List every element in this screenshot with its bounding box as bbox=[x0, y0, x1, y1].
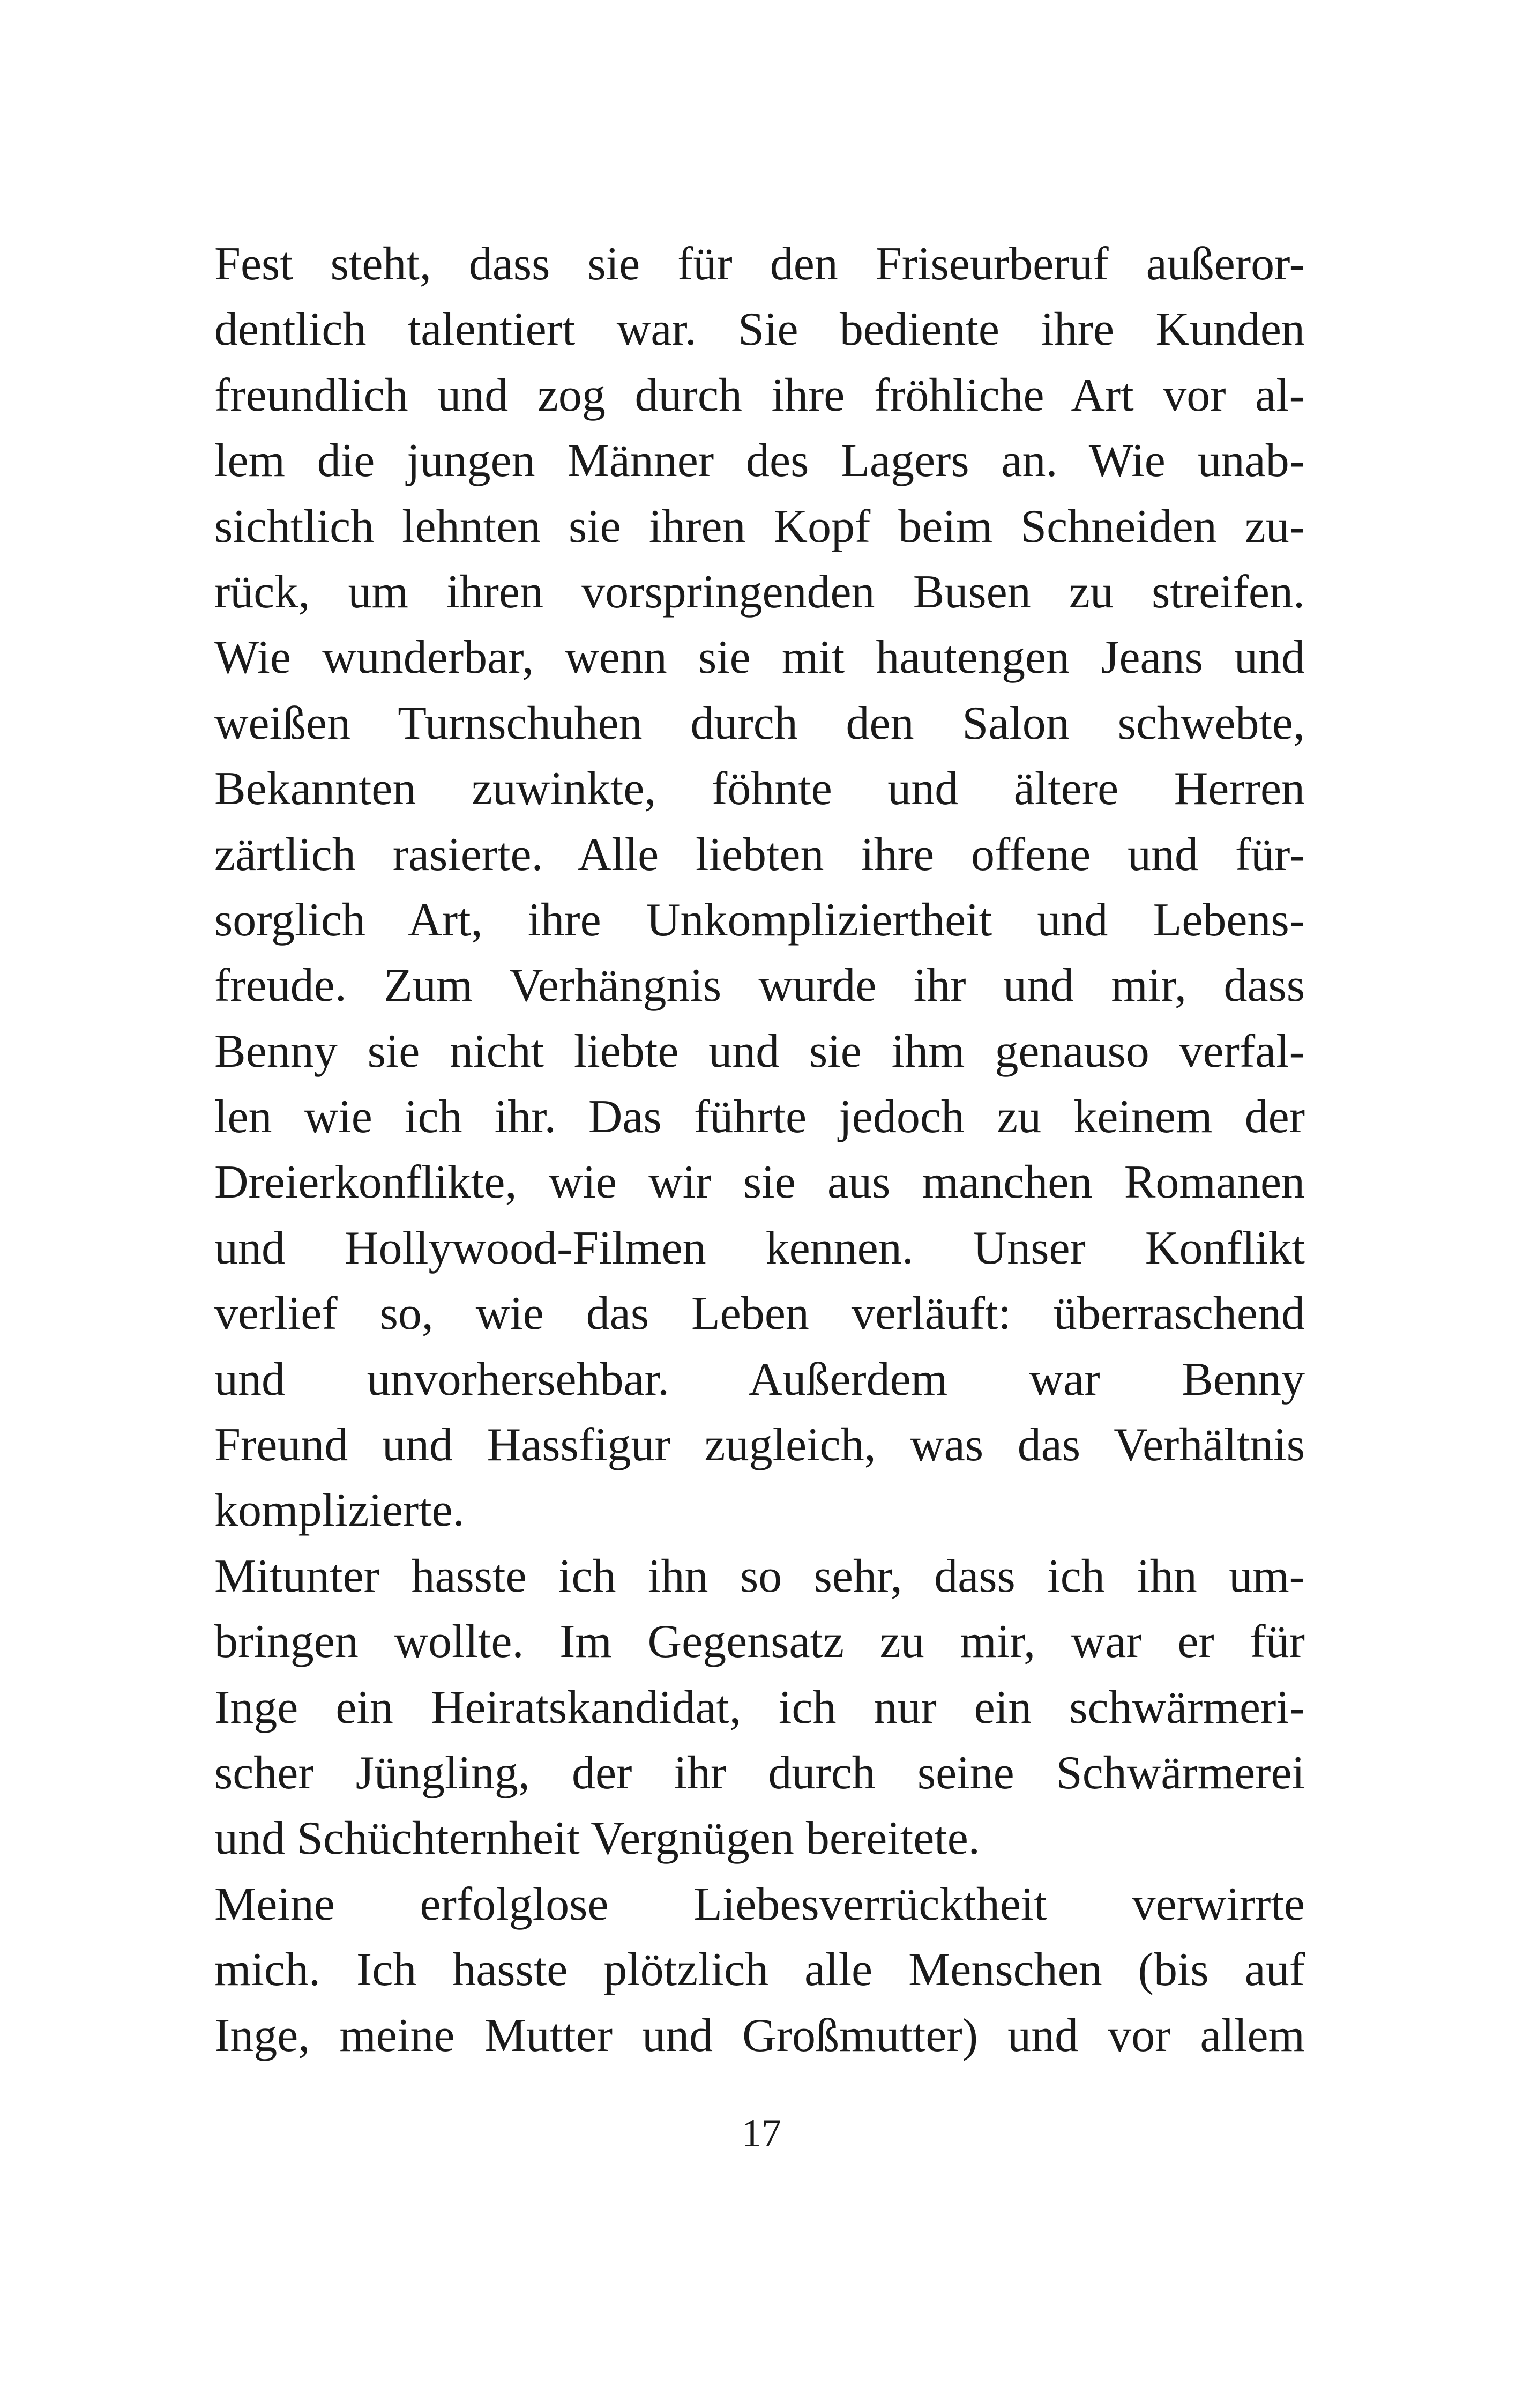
text-line: und Schüchternheit Vergnügen bereitete. bbox=[214, 1812, 980, 1865]
text-line: freude. Zum Verhängnis wurde ihr und mir, dass bbox=[214, 960, 1305, 1012]
text-line: Inge ein Heiratskandidat, ich nur ein schwärmeri- bbox=[214, 1681, 1305, 1734]
text-line: scher Jüngling, der ihr durch seine Schwärmerei bbox=[214, 1746, 1305, 1799]
text-line: mich. Ich hasste plötzlich alle Menschen (bis auf bbox=[214, 1944, 1305, 1996]
text-line: Meine erfolglose Liebesverrücktheit verwirrte bbox=[214, 1878, 1305, 1930]
body-text bbox=[214, 232, 1305, 2069]
paragraph-1 bbox=[214, 232, 1305, 1544]
page-number: 17 bbox=[742, 2112, 781, 2156]
text-line: Fest steht, dass sie für den Friseurberuf außeror- bbox=[214, 238, 1305, 290]
paragraph-3 bbox=[214, 1872, 1305, 2069]
text-line: komplizierte. bbox=[214, 1484, 465, 1537]
text-line: freundlich und zog durch ihre fröhliche Art vor al- bbox=[214, 369, 1305, 421]
text-line: lem die jungen Männer des Lagers an. Wie unab- bbox=[214, 435, 1305, 487]
paragraph-2 bbox=[214, 1544, 1305, 1872]
text-line: Inge, meine Mutter und Großmutter) und vor allem bbox=[214, 2009, 1305, 2062]
text-line: weißen Turnschuhen durch den Salon schwebte, bbox=[214, 697, 1305, 749]
text-line: len wie ich ihr. Das führte jedoch zu keinem der bbox=[214, 1091, 1305, 1143]
text-line: Freund und Hassfigur zugleich, was das Verhältnis bbox=[214, 1419, 1305, 1471]
text-line: Dreierkonflikte, wie wir sie aus manchen Romanen bbox=[214, 1156, 1305, 1209]
text-line: sorglich Art, ihre Unkompliziertheit und Lebens- bbox=[214, 894, 1305, 946]
text-line: Bekannten zuwinkte, föhnte und ältere Herren bbox=[214, 763, 1305, 815]
text-line: rück, um ihren vorspringenden Busen zu streifen. bbox=[214, 566, 1305, 618]
text-line: zärtlich rasierte. Alle liebten ihre offene und für- bbox=[214, 828, 1305, 881]
text-line: verlief so, wie das Leben verläuft: überraschend bbox=[214, 1288, 1305, 1340]
text-line: Benny sie nicht liebte und sie ihm genauso verfal- bbox=[214, 1025, 1305, 1077]
text-line: und Hollywood-Filmen kennen. Unser Konflikt bbox=[214, 1222, 1305, 1274]
text-line: dentlich talentiert war. Sie bediente ihre Kunden bbox=[214, 303, 1305, 356]
text-line: und unvorhersehbar. Außerdem war Benny bbox=[214, 1353, 1305, 1406]
text-line: Mitunter hasste ich ihn so sehr, dass ich ihn um- bbox=[214, 1550, 1305, 1602]
text-line: bringen wollte. Im Gegensatz zu mir, war er für bbox=[214, 1616, 1305, 1668]
text-line: sichtlich lehnten sie ihren Kopf beim Schneiden zu- bbox=[214, 500, 1305, 553]
text-line: Wie wunderbar, wenn sie mit hautengen Jeans und bbox=[214, 631, 1305, 684]
